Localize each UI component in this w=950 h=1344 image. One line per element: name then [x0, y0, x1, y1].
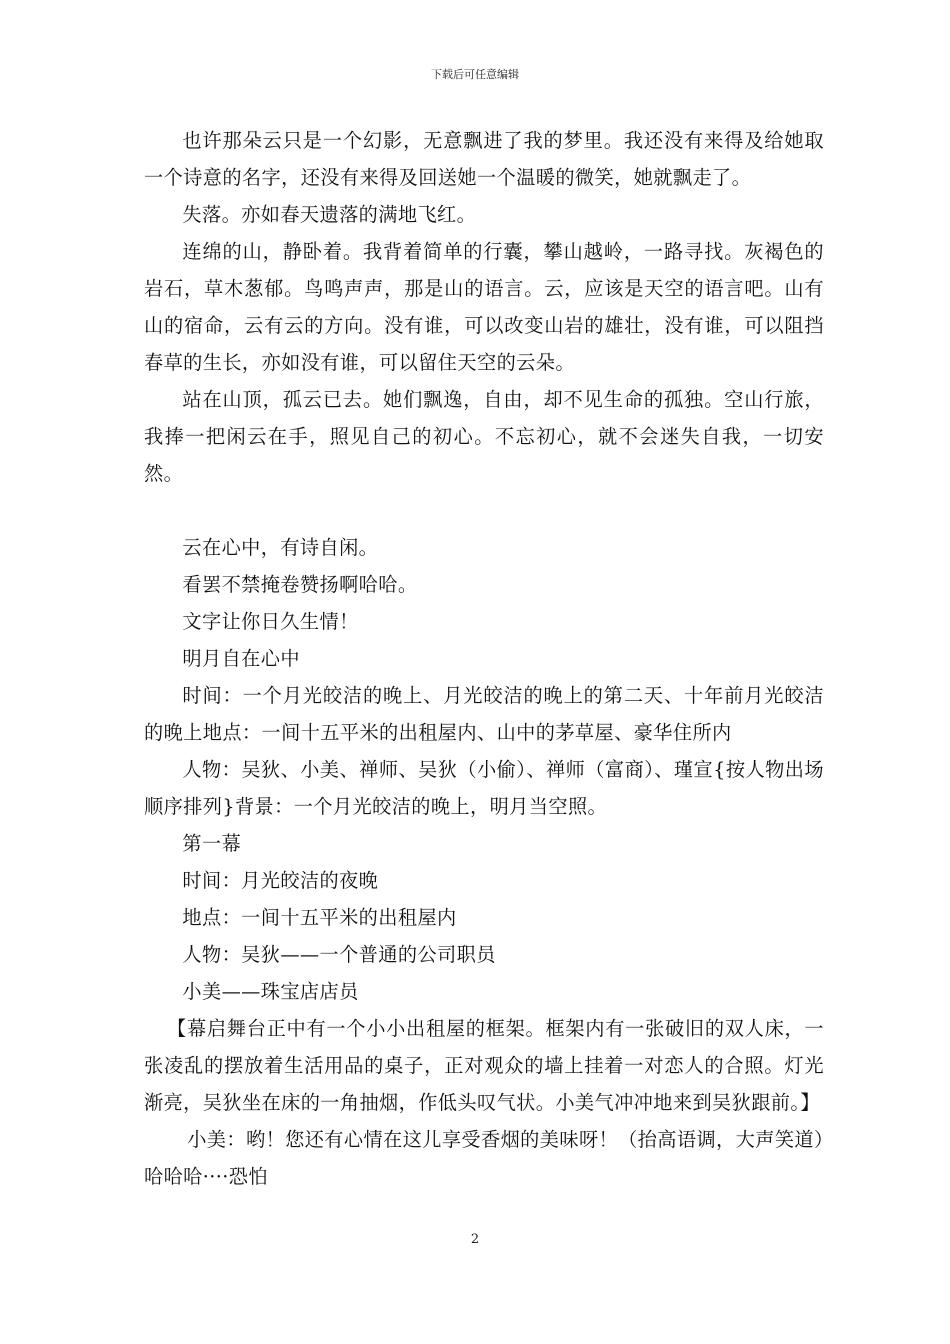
dialogue-line: 小美：哟！您还有心情在这儿享受香烟的美味呀！（抬高语调，大声笑道）哈哈哈····恐怕: [144, 1128, 824, 1188]
paragraph: 人物：吴狄、小美、禅师、吴狄（小偷）、禅师（富商）、瑾宣{按人物出场顺序排列}背景：一个月光皎洁的晚上，明月当空照。: [144, 758, 824, 818]
paragraph: 云在心中，有诗自闲。: [182, 536, 379, 559]
page-number: 2: [470, 1232, 480, 1247]
document-body: [144, 122, 824, 1195]
paragraph: 时间：月光皎洁的夜晚: [182, 869, 379, 892]
paragraph: 失落。亦如春天遗落的满地飞红。: [182, 203, 477, 226]
page-header: 下载后可任意编辑: [431, 68, 519, 81]
paragraph-gap: [144, 492, 824, 529]
stage-direction: 【幕启舞台正中有一个小小出租屋的框架。框架内有一张破旧的双人床，一张凌乱的摆放着生活用品的桌子，正对观众的墙上挂着一对恋人的合照。灯光渐亮，吴狄坐在床的一角抽烟，作低头叹气状。小美气冲冲地来到吴狄跟前。】: [144, 1017, 824, 1114]
paragraph: 人物：吴狄——一个普通的公司职员: [182, 943, 496, 966]
paragraph: 地点：一间十五平米的出租屋内: [182, 906, 457, 929]
paragraph: 看罢不禁掩卷赞扬啊哈哈。: [182, 573, 418, 596]
paragraph: 站在山顶，孤云已去。她们飘逸，自由，却不见生命的孤独。空山行旅，我捧一把闲云在手，照见自己的初心。不忘初心，就不会迷失自我，一切安然。: [144, 388, 824, 485]
paragraph: 小美——珠宝店店员: [182, 980, 359, 1003]
paragraph: 也许那朵云只是一个幻影，无意飘进了我的梦里。我还没有来得及给她取一个诗意的名字，还没有来得及回送她一个温暖的微笑，她就飘走了。: [144, 129, 824, 189]
section-title: 明月自在心中: [182, 647, 300, 670]
paragraph: 时间：一个月光皎洁的晚上、月光皎洁的晚上的第二天、十年前月光皎洁的晚上地点：一间十五平米的出租屋内、山中的茅草屋、豪华住所内: [144, 684, 824, 744]
paragraph: 连绵的山，静卧着。我背着简单的行囊，攀山越岭，一路寻找。灰褐色的岩石，草木葱郁。鸟鸣声声，那是山的语言。云，应该是天空的语言吧。山有山的宿命，云有云的方向。没有谁，可以改变山岩的雄壮，没有谁，可以阻挡春草的生长，亦如没有谁，可以留住天空的云朵。: [144, 240, 824, 374]
paragraph: 文字让你日久生情！: [182, 610, 359, 633]
act-title: 第一幕: [182, 832, 242, 855]
